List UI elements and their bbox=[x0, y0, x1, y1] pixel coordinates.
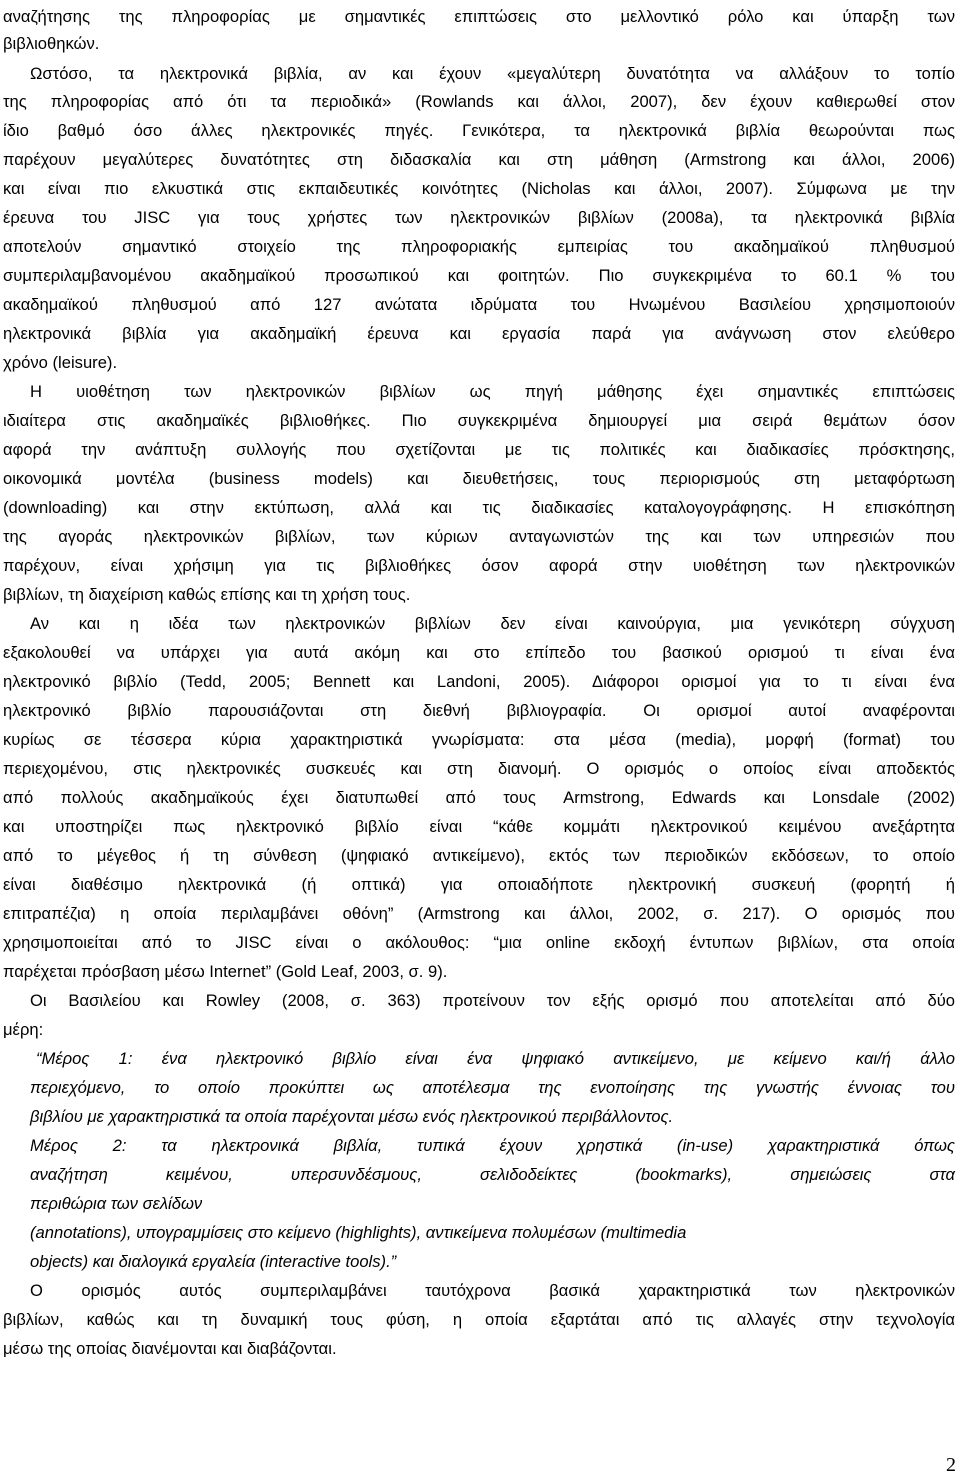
quote-line: objects) και διαλογικά εργαλεία (interactive tools).” bbox=[30, 1252, 397, 1271]
text-line: αποτελούν σημαντικό στοιχείο της πληροφοριακής εμπειρίας του ακαδημαϊκού πληθυσμού bbox=[3, 237, 955, 256]
text-line: χρόνο (leisure). bbox=[3, 353, 118, 372]
text-line: είναι διαθέσιμο ηλεκτρονικά (ή οπτικά) για οποιαδήποτε ηλεκτρονική συσκευή (φορητή ή bbox=[3, 875, 955, 894]
text-line: περιεχομένου, στις ηλεκτρονικές συσκευές και στη διανομή. Ο ορισμός ο οποίος είναι αποδεκτός bbox=[3, 759, 955, 778]
text-line: αναζήτησης της πληροφορίας με σημαντικές επιπτώσεις στο μελλοντικό ρόλο και ύπαρξη των bbox=[3, 7, 955, 26]
text-line: συμπεριλαμβανομένου ακαδημαϊκού προσωπικού και φοιτητών. Πιο συγκεκριμένα το 60.1 % του bbox=[3, 266, 955, 285]
text-line: και είναι πιο ελκυστικά στις εκπαιδευτικές κοινότητες (Nicholas και άλλοι, 2007). Σύμφωνα με την bbox=[3, 179, 955, 198]
text-line: και υποστηρίζει πως ηλεκτρονικό βιβλίο είναι “κάθε κομμάτι ηλεκτρονικού κειμένου ανεξάρτητα bbox=[3, 817, 955, 836]
quote-line: Μέρος 2: τα ηλεκτρονικά βιβλία, τυπικά έχουν χρηστικά (in-use) χαρακτηριστικά όπως bbox=[30, 1136, 955, 1155]
text-line: ηλεκτρονικό βιβλίο παρουσιάζονται στη διεθνή βιβλιογραφία. Οι ορισμοί αυτοί αναφέρονται bbox=[3, 701, 955, 720]
text-line: παρέχουν μεγαλύτερες δυνατότητες στη διδασκαλία και στη μάθηση (Armstrong και άλλοι, 2006) bbox=[3, 150, 955, 169]
text-line: βιβλιοθηκών. bbox=[3, 34, 100, 53]
text-line: Η υιοθέτηση των ηλεκτρονικών βιβλίων ως πηγή μάθησης έχει σημαντικές επιπτώσεις bbox=[30, 382, 955, 401]
text-line: από το μέγεθος ή τη σύνθεση (ψηφιακό αντικείμενο), εκτός των περιοδικών εκδόσεων, το οποίο bbox=[3, 846, 955, 865]
text-line: παρέχεται πρόσβαση μέσω Internet” (Gold Leaf, 2003, σ. 9). bbox=[3, 962, 448, 981]
text-line: Ο ορισμός αυτός συμπεριλαμβάνει ταυτόχρονα βασικά χαρακτηριστικά των ηλεκτρονικών bbox=[30, 1281, 955, 1300]
text-line: ηλεκτρονικό βιβλίο (Tedd, 2005; Bennett και Landoni, 2005). Διάφοροι ορισμοί για το τι είναι ένα bbox=[3, 672, 955, 691]
text-line: εξακολουθεί να υπάρχει για αυτά ακόμη και στο επίπεδο του βασικού ορισμού τι είναι ένα bbox=[3, 643, 955, 662]
text-line: οικονομικά μοντέλα (business models) και διευθετήσεις, τους περιορισμούς στη μεταφόρτωση bbox=[3, 469, 955, 488]
text-line: κυρίως σε τέσσερα κύρια χαρακτηριστικά γνωρίσματα: στα μέσα (media), μορφή (format) του bbox=[3, 730, 955, 749]
text-line: έρευνα του JISC για τους χρήστες των ηλεκτρονικών βιβλίων (2008a), τα ηλεκτρονικά βιβλία bbox=[3, 208, 955, 227]
text-line: χρησιμοποιείται από το JISC είναι ο ακόλουθος: “μια online εκδοχή έντυπων βιβλίων, στα οποία bbox=[3, 933, 955, 952]
text-line: Αν και η ιδέα των ηλεκτρονικών βιβλίων δεν είναι καινούργια, μια γενικότερη σύγχυση bbox=[30, 614, 955, 633]
text-line: ίδιο βαθμό όσο άλλες ηλεκτρονικές πηγές. Γενικότερα, τα ηλεκτρονικά βιβλία θεωρούνται πως bbox=[3, 121, 955, 140]
quote-line: αναζήτηση κειμένου, υπερσυνδέσμους, σελιδοδείκτες (bookmarks), σημειώσεις στα bbox=[30, 1165, 955, 1184]
text-line: ηλεκτρονικά βιβλία για ακαδημαϊκή έρευνα και εργασία παρά για ανάγνωση στον ελεύθερο bbox=[3, 324, 955, 343]
text-line: μέσω της οποίας διανέμονται και διαβάζονται. bbox=[3, 1339, 337, 1358]
text-line: Ωστόσο, τα ηλεκτρονικά βιβλία, αν και έχουν «μεγαλύτερη δυνατότητα να αλλάξουν το τοπίο bbox=[30, 64, 955, 83]
quote-line: “Μέρος 1: ένα ηλεκτρονικό βιβλίο είναι ένα ψηφιακό αντικείμενο, με κείμενο και/ή άλλο bbox=[36, 1049, 955, 1068]
quote-line: (annotations), υπογραμμίσεις στο κείμενο (highlights), αντικείμενα πολυμέσων (multimedia bbox=[30, 1223, 687, 1242]
text-line: Οι Βασιλείου και Rowley (2008, σ. 363) προτείνουν τον εξής ορισμό που αποτελείται από δύο bbox=[30, 991, 955, 1010]
quote-line: περιεχόμενο, το οποίο προκύπτει ως αποτέλεσμα της ενοποίησης της γνωστής έννοιας του bbox=[30, 1078, 955, 1097]
text-line: από πολλούς ακαδημαϊκούς έχει διατυπωθεί από τους Armstrong, Edwards και Lonsdale (2002) bbox=[3, 788, 955, 807]
text-line: μέρη: bbox=[3, 1020, 44, 1039]
text-line: ιδιαίτερα στις ακαδημαϊκές βιβλιοθήκες. Πιο συγκεκριμένα δημιουργεί μια σειρά θεμάτων όσον bbox=[3, 411, 955, 430]
page-number: 2 bbox=[946, 1454, 956, 1476]
text-line: αφορά την ανάπτυξη συλλογής που σχετίζονται με τις πολιτικές και διαδικασίες πρόσκτησης, bbox=[3, 440, 955, 459]
text-line: (downloading) και στην εκτύπωση, αλλά και τις διαδικασίες καταλογογράφησης. Η επισκόπηση bbox=[3, 498, 955, 517]
text-line: της πληροφορίας από ότι τα περιοδικά» (Rowlands και άλλοι, 2007), δεν έχουν καθιερωθεί στον bbox=[3, 92, 955, 111]
text-line: ακαδημαϊκού πληθυσμού από 127 ανώτατα ιδρύματα του Ηνωμένου Βασιλείου χρησιμοποιούν bbox=[3, 295, 955, 314]
quote-line: περιθώρια των σελίδων bbox=[30, 1194, 203, 1213]
text-line: βιβλίων, τη διαχείριση καθώς επίσης και τη χρήση τους. bbox=[3, 585, 411, 604]
text-line: επιτραπέζια) η οποία περιλαμβάνει οθόνη” (Armstrong και άλλοι, 2002, σ. 217). Ο ορισμός που bbox=[3, 904, 955, 923]
text-line: της αγοράς ηλεκτρονικών βιβλίων, των κύριων ανταγωνιστών της και των υπηρεσιών που bbox=[3, 527, 955, 546]
text-line: βιβλίων, καθώς και τη δυναμική τους φύση, η οποία εξαρτάται από τις αλλαγές στην τεχνολογία bbox=[3, 1310, 955, 1329]
quote-line: βιβλίου με χαρακτηριστικά τα οποία παρέχονται μέσω ενός ηλεκτρονικού περιβάλλοντος. bbox=[30, 1107, 674, 1126]
text-line: παρέχουν, είναι χρήσιμη για τις βιβλιοθήκες όσον αφορά στην υιοθέτηση των ηλεκτρονικών bbox=[3, 556, 955, 575]
